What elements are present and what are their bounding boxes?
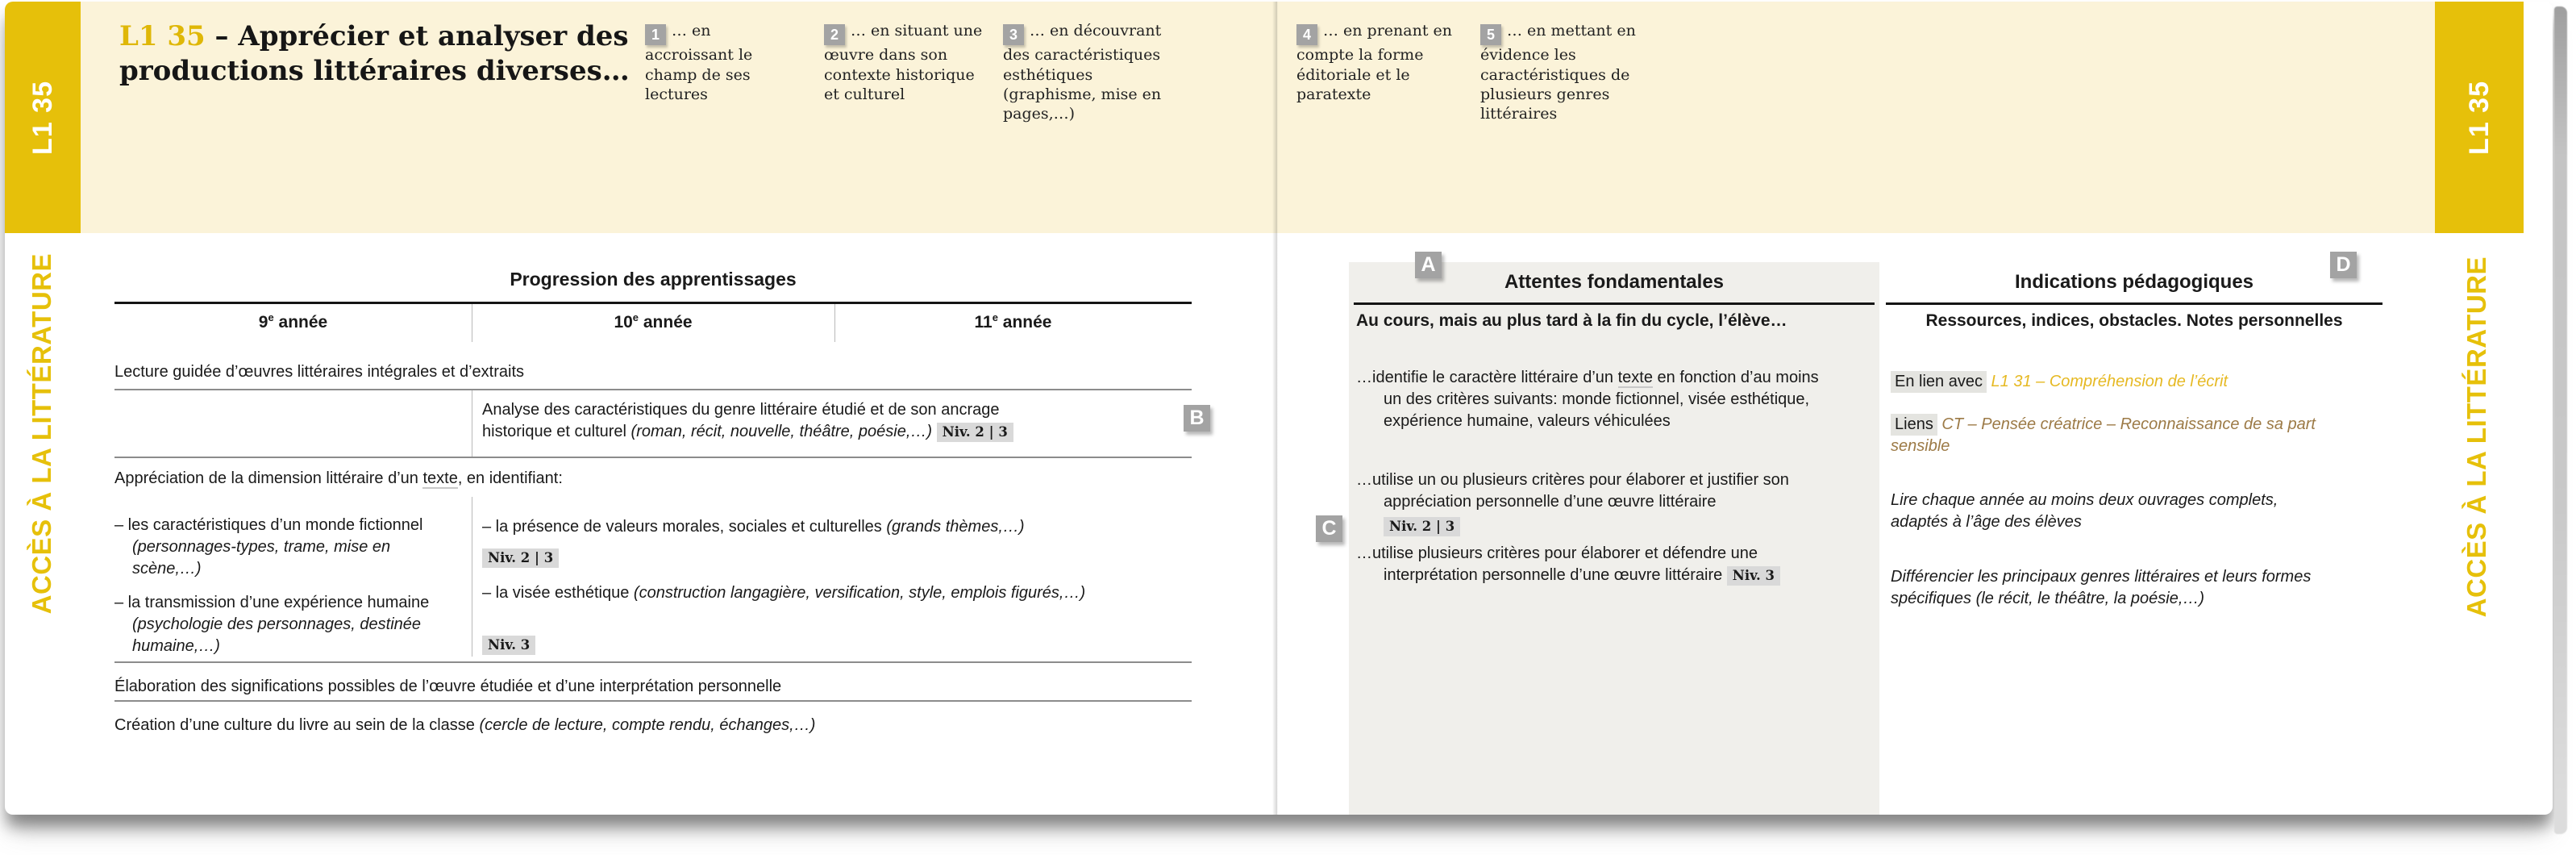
highlight-label: Liens (1891, 414, 1937, 436)
italic-text: (construction langagière, versification, style, emplois figurés,…) (633, 584, 1086, 602)
indications-item-differencier-genres (1891, 566, 2342, 610)
progression-bullet-monde-fictionnel (114, 515, 453, 580)
attentes-subtitle: Au cours, mais au plus tard à la fin du cycle, l’élève… (1356, 311, 1787, 330)
page-title-code: L1 35 (119, 20, 206, 52)
attentes-panel (1321, 253, 1879, 815)
text-segment: …identifie le caractère littéraire d’un (1356, 369, 1618, 386)
divider (114, 457, 1192, 458)
niv-badge: Niv. 2 | 3 (937, 423, 1013, 442)
objective-5-badge: 5 (1480, 24, 1501, 45)
indications-item-en-lien-avec (1891, 371, 2342, 393)
domain-label-right (2451, 244, 2503, 631)
niv-badge: Niv. 3 (482, 636, 535, 655)
progression-bullet-valeurs (482, 516, 1176, 538)
niveau-indicator (482, 550, 559, 566)
text-segment: Analyse des caractéristiques du genre littéraire étudié et de son ancrage historique et culturel (482, 401, 1000, 440)
objective-3-text: … en découvrant des caractéristiques esthétiques (graphisme, mise en pages,…) (1003, 22, 1162, 123)
progression-title: Progression des apprentissages (510, 269, 797, 290)
marker-badge-A: A (1415, 252, 1442, 278)
text-segment: …utilise un ou plusieurs critères pour élaborer et justifier son appréciation personnelle d’une œuvre littéraire (1356, 471, 1789, 511)
glossary-link[interactable]: texte (422, 469, 458, 487)
objective-3-badge: 3 (1003, 24, 1024, 45)
indications-title: Indications pédagogiques (2014, 271, 2254, 293)
niveau-indicator (1384, 519, 1460, 535)
page-edge-shadow (2554, 6, 2567, 834)
marker-badge-C: C (1316, 515, 1342, 542)
italic-text: (psychologie des personnages, destinée humaine,…) (132, 615, 422, 655)
column-header-9e: 9e année (258, 311, 328, 332)
text-segment: – la transmission d’une expérience humaine (114, 594, 430, 611)
divider (114, 700, 1192, 702)
progression-row-appreciation-intro (114, 468, 1082, 490)
italic-text: Différencier les principaux genres littéraires et leurs formes spécifiques (le récit, le théâtre, la poésie,…) (1891, 568, 2312, 607)
divider (114, 661, 1192, 663)
divider (114, 389, 1192, 390)
marker-badge-B: B (1184, 405, 1210, 432)
divider (834, 304, 835, 342)
progression-row-elaboration (114, 676, 1122, 698)
text-segment: Appréciation de la dimension littéraire d’un (114, 469, 423, 487)
divider (1886, 302, 2382, 305)
marker-badge-D: D (2330, 252, 2357, 278)
page-gutter-divider (1272, 2, 1279, 815)
italic-text: Lire chaque année au moins deux ouvrages complets, adaptés à l’âge des élèves (1891, 491, 2278, 531)
objective-item-4 (1296, 21, 1458, 104)
objective-1-text: … en accroissant le champ de ses lectures (645, 22, 753, 103)
left-code-tab (5, 2, 81, 233)
text-segment: – les caractéristiques d’un monde fictionnel (114, 516, 423, 534)
text-segment: – la visée esthétique (482, 584, 634, 602)
column-header-11e: 11e année (974, 311, 1052, 332)
objective-item-5 (1480, 21, 1654, 123)
text-segment: Lecture guidée d’œuvres littéraires intégrales et d’extraits (114, 363, 525, 381)
progression-row-lecture-guidee (114, 361, 1082, 383)
right-code-tab (2435, 2, 2524, 233)
objective-item-3 (1003, 21, 1174, 123)
progression-bullet-visee-esthetique (482, 582, 1176, 604)
cross-reference-link[interactable]: L1 31 – Compréhension de l’écrit (1991, 373, 2229, 390)
domain-label-left-text: ACCÈS À LA LITTÉRATURE (27, 253, 56, 615)
domain-label-right-text: ACCÈS À LA LITTÉRATURE (2462, 256, 2491, 618)
indications-item-liens (1891, 414, 2330, 457)
divider (114, 302, 1192, 304)
progression-table (114, 262, 1205, 746)
niveau-indicator (482, 637, 535, 653)
objective-1-badge: 1 (645, 24, 666, 45)
objective-4-badge: 4 (1296, 24, 1317, 45)
italic-text: (cercle de lecture, compte rendu, échanges,…) (479, 716, 816, 734)
indications-item-lire-chaque-annee (1891, 490, 2330, 533)
text-segment: …utilise plusieurs critères pour élaborer et défendre une interprétation personnelle d’une œuvre littéraire (1356, 544, 1758, 584)
progression-row-analyse (482, 399, 1047, 443)
document-page (5, 2, 2553, 815)
objective-2-badge: 2 (824, 24, 845, 45)
attentes-item-identifie (1356, 367, 1820, 432)
page-title-text: – Apprécier et analyser des productions littéraires diverses… (119, 20, 630, 87)
italic-text: (grands thèmes,…) (886, 518, 1025, 536)
document-page-content (5, 2, 2553, 815)
niv-badge: Niv. 2 | 3 (482, 548, 559, 568)
attentes-item-utilise-justifier (1356, 469, 1820, 513)
progression-bullet-experience-humaine (114, 592, 453, 657)
italic-text: (personnages-types, trame, mise en scène,…) (132, 538, 391, 578)
text-segment: en fonction d’au moins un des critères suivants: monde fictionnel, visée esthétique, expérience humaine, valeurs véhiculées (1384, 369, 1819, 430)
glossary-link[interactable]: texte (1617, 369, 1653, 386)
cross-reference-link[interactable]: CT – Pensée créatrice – Reconnaissance de sa part sensible (1891, 415, 2316, 455)
text-segment: , en identifiant: (457, 469, 563, 487)
objective-item-2 (824, 21, 992, 104)
attentes-item-utilise-defendre (1356, 543, 1832, 586)
left-code-tab-label: L1 35 (27, 80, 58, 155)
page-title (119, 19, 676, 89)
italic-text: (roman, récit, nouvelle, théâtre, poésie,…) (630, 423, 937, 440)
indications-subtitle: Ressources, indices, obstacles. Notes personnelles (1925, 311, 2343, 330)
divider (1354, 302, 1875, 305)
text-segment: Création d’une culture du livre au sein de la classe (114, 716, 480, 734)
right-code-tab-label: L1 35 (2463, 80, 2495, 155)
column-header-10e: 10e année (614, 311, 693, 332)
highlight-label: En lien avec (1891, 371, 1987, 393)
text-segment: – la présence de valeurs morales, sociales et culturelles (482, 518, 887, 536)
progression-row-creation-culture (114, 715, 1122, 736)
objective-item-1 (645, 21, 795, 104)
niv-badge: Niv. 3 (1727, 566, 1780, 586)
attentes-title: Attentes fondamentales (1504, 271, 1725, 293)
niv-badge: Niv. 2 | 3 (1384, 517, 1460, 536)
text-segment: Élaboration des significations possibles de l’œuvre étudiée et d’une interprétation personnelle (114, 678, 782, 695)
domain-label-left (16, 244, 68, 624)
objective-2-text: … en situant une œuvre dans son contexte historique et culturel (824, 22, 983, 103)
objective-4-text: … en prenant en compte la forme éditoriale et le paratexte (1296, 22, 1453, 103)
objective-5-text: … en mettant en évidence les caractéristiques de plusieurs genres littéraires (1480, 22, 1636, 123)
